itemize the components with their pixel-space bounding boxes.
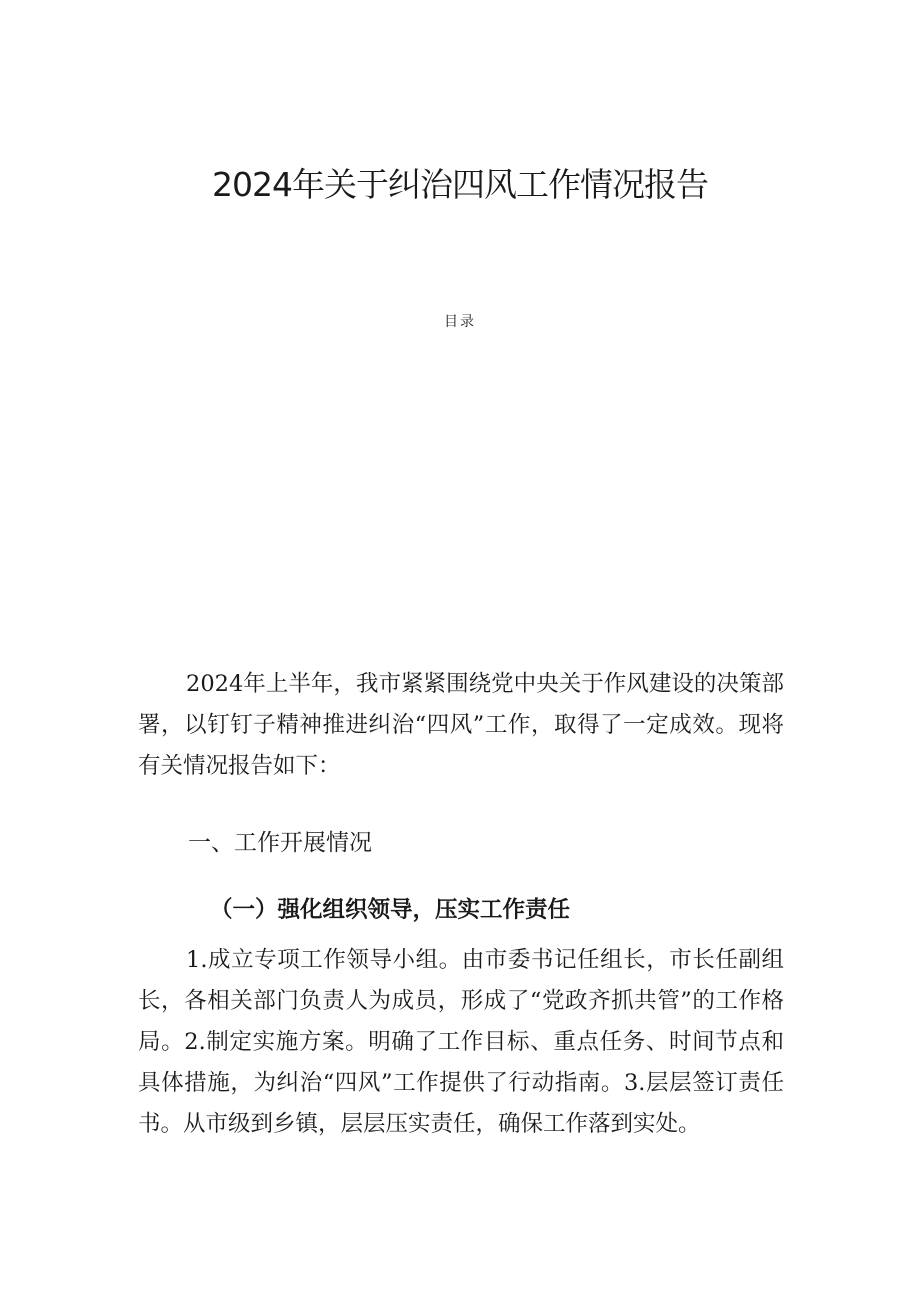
intro-paragraph: 2024年上半年，我市紧紧围绕党中央关于作风建设的决策部署，以钉钉子精神推进纠治“四风”工作，取得了一定成效。现将有关情况报告如下： [138,671,784,779]
document-title: 2024年关于纠治四风工作情况报告 [212,165,708,204]
section-heading: 一、工作开展情况 [188,830,372,856]
subsection-heading: （一）强化组织领导，压实工作责任 [210,897,571,923]
table-of-contents-label: 目录 [444,314,476,330]
body-paragraph: 1.成立专项工作领导小组。由市委书记任组长，市长任副组长，各相关部门负责人为成员，形成了“党政齐抓共管”的工作格局。2.制定实施方案。明确了工作目标、重点任务、时间节点和具体措施，为纠治“四风”工作提供了行动指南。3.层层签订责任书。从市级到乡镇，层层压实责任，确保工作落到实处。 [138,947,784,1137]
